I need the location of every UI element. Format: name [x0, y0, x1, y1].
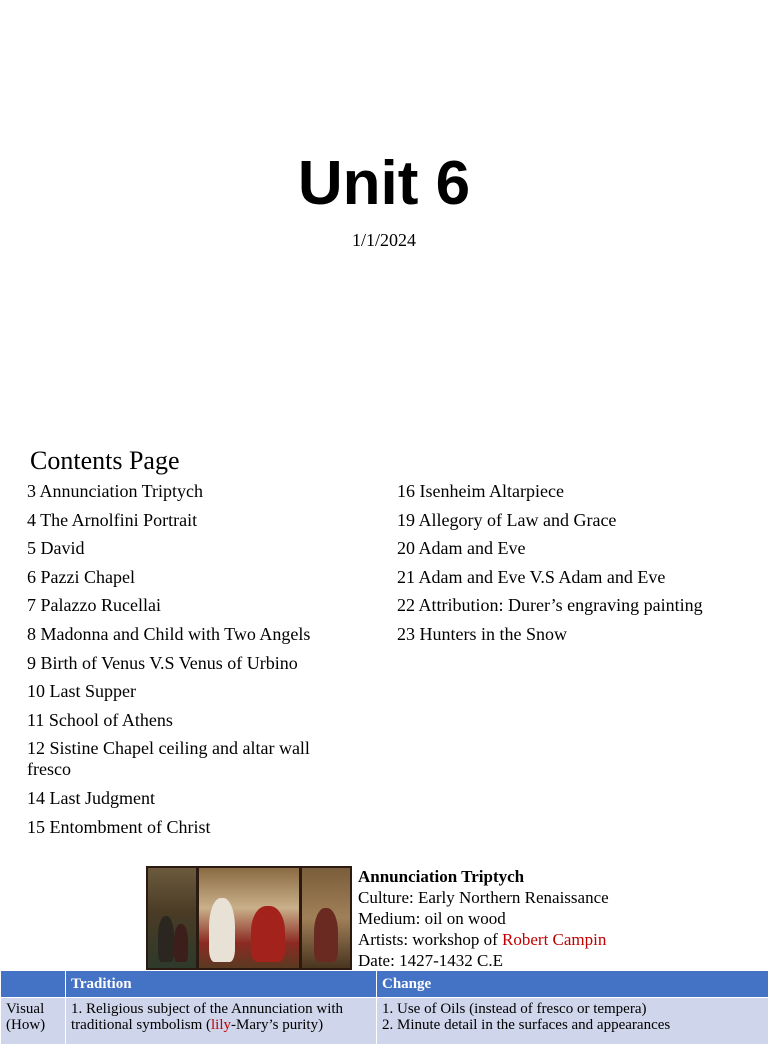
contents-item: 4 The Arnolfini Portrait [27, 510, 347, 531]
lily-highlight: lily [211, 1017, 231, 1033]
table-header-change: Change [377, 971, 768, 998]
tradition-change-table [0, 970, 768, 1045]
contents-item: 15 Entombment of Christ [27, 817, 347, 838]
artwork-info [358, 866, 758, 971]
row-label-line: Visual [6, 1001, 60, 1017]
table-row [1, 998, 768, 1045]
artwork-date: Date: 1427-1432 C.E [358, 950, 758, 971]
change-line: 2. Minute detail in the surfaces and appearances [382, 1017, 763, 1033]
slide-title: Unit 6 [0, 148, 768, 220]
contents-item: 10 Last Supper [27, 681, 347, 702]
table-header-row [1, 971, 768, 998]
row-label-cell [1, 998, 66, 1045]
artwork-medium: Medium: oil on wood [358, 908, 758, 929]
contents-item: 21 Adam and Eve V.S Adam and Eve [397, 567, 757, 588]
contents-item: 5 David [27, 538, 347, 559]
contents-item: 20 Adam and Eve [397, 538, 757, 559]
contents-item: 22 Attribution: Durer’s engraving painting [397, 595, 757, 616]
triptych-right-panel [302, 868, 350, 968]
contents-item: 19 Allegory of Law and Grace [397, 510, 757, 531]
contents-item: 12 Sistine Chapel ceiling and altar wall fresco [27, 738, 347, 780]
change-cell [377, 998, 768, 1045]
table-header-blank [1, 971, 66, 998]
row-label-line: (How) [6, 1017, 60, 1033]
contents-item: 11 School of Athens [27, 710, 347, 731]
contents-item: 7 Palazzo Rucellai [27, 595, 347, 616]
contents-item: 3 Annunciation Triptych [27, 481, 347, 502]
artist-name: Robert Campin [502, 930, 606, 949]
triptych-left-panel [148, 868, 196, 968]
contents-heading: Contents Page [30, 445, 180, 477]
artwork-artists [358, 929, 758, 950]
contents-list-left [27, 481, 347, 845]
contents-item: 9 Birth of Venus V.S Venus of Urbino [27, 653, 347, 674]
tradition-cell [66, 998, 377, 1045]
tradition-suffix: -Mary’s purity) [231, 1017, 323, 1033]
contents-item: 8 Madonna and Child with Two Angels [27, 624, 347, 645]
artwork-title: Annunciation Triptych [358, 866, 758, 887]
tradition-line: 1. Religious subject of the Annunciation with [71, 1001, 371, 1017]
contents-list-right [397, 481, 757, 653]
table-header-tradition: Tradition [66, 971, 377, 998]
contents-item: 16 Isenheim Altarpiece [397, 481, 757, 502]
artists-prefix: Artists: workshop of [358, 930, 502, 949]
contents-item: 6 Pazzi Chapel [27, 567, 347, 588]
contents-item: 23 Hunters in the Snow [397, 624, 757, 645]
tradition-prefix: traditional symbolism ( [71, 1017, 211, 1033]
slide-date: 1/1/2024 [0, 228, 768, 252]
contents-item: 14 Last Judgment [27, 788, 347, 809]
tradition-line [71, 1017, 371, 1033]
change-line: 1. Use of Oils (instead of fresco or tempera) [382, 1001, 763, 1017]
title-slide [0, 0, 768, 430]
triptych-image [146, 866, 352, 970]
triptych-center-panel [199, 868, 299, 968]
artwork-culture: Culture: Early Northern Renaissance [358, 887, 758, 908]
